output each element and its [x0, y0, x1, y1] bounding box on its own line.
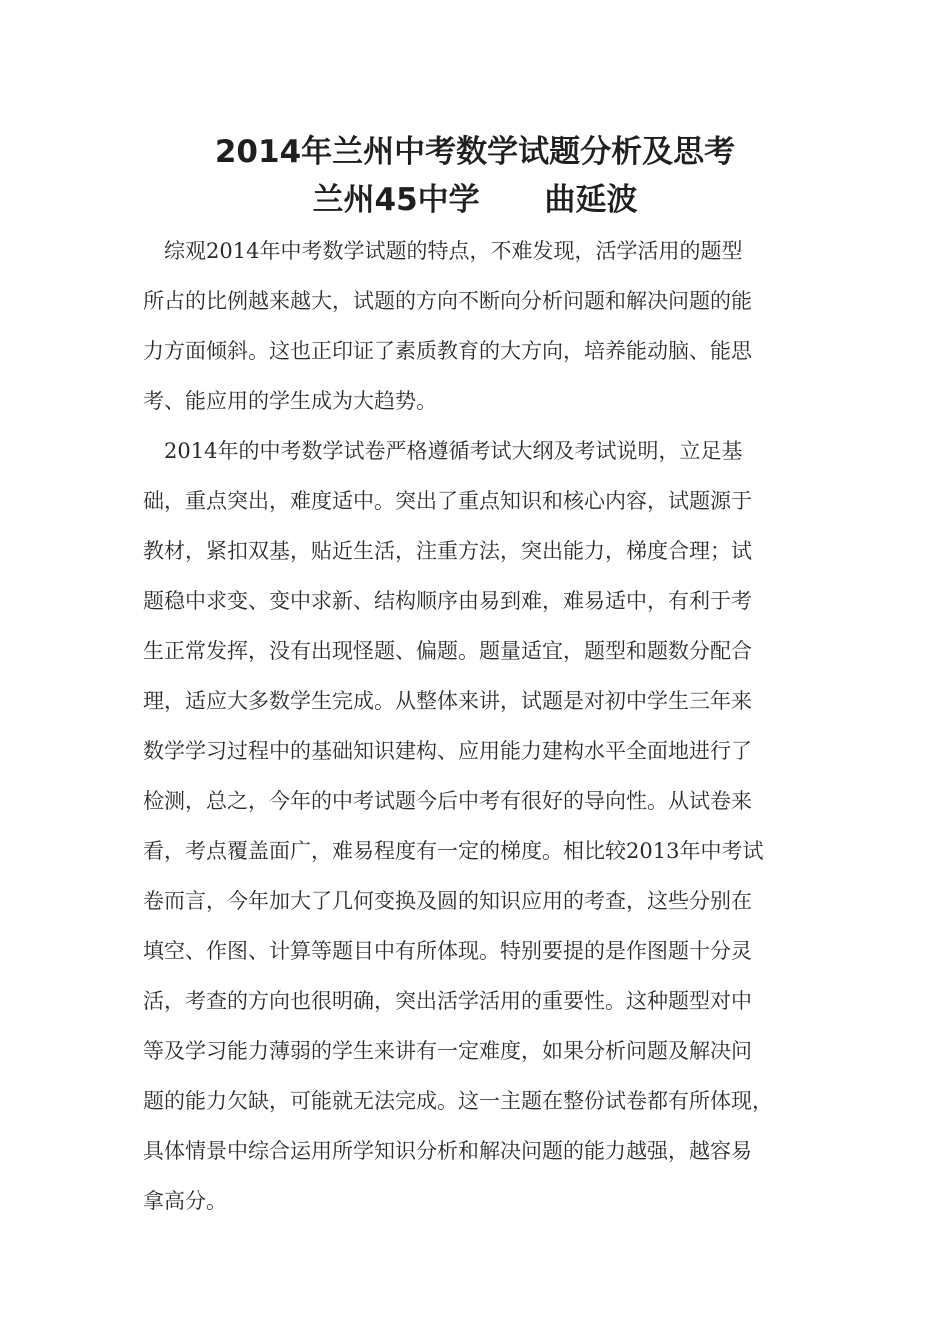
paragraph-line: 考、能应用的学生成为大趋势。: [143, 389, 437, 413]
paragraph-line: 题稳中求变、变中求新、结构顺序由易到难，难易适中，有利于考: [143, 589, 752, 613]
paragraph-line: 所占的比例越来越大，试题的方向不断向分析问题和解决问题的能: [143, 289, 752, 313]
paragraph-line: 等及学习能力薄弱的学生来讲有一定难度，如果分析问题及解决问: [143, 1039, 752, 1063]
paragraph-line: 生正常发挥，没有出现怪题、偏题。题量适宜，题型和题数分配合: [143, 639, 752, 663]
paragraph-line: 教材，紧扣双基，贴近生活，注重方法，突出能力，梯度合理；试: [143, 539, 752, 563]
paragraph-line: 数学学习过程中的基础知识建构、应用能力建构水平全面地进行了: [143, 739, 752, 763]
paragraph-line: 题的能力欠缺，可能就无法完成。这一主题在整份试卷都有所体现，: [143, 1089, 773, 1113]
paragraph-line: 础，重点突出，难度适中。突出了重点知识和核心内容，试题源于: [143, 489, 752, 513]
paragraph-line: 理，适应大多数学生完成。从整体来讲，试题是对初中学生三年来: [143, 689, 752, 713]
paragraph-line: 看，考点覆盖面广，难易程度有一定的梯度。相比较2013年中考试: [143, 839, 764, 863]
paragraph-line: 拿高分。: [143, 1189, 227, 1213]
paragraph-line: 填空、作图、计算等题目中有所体现。特别要提的是作图题十分灵: [143, 939, 752, 963]
paragraph-line: 卷而言，今年加大了几何变换及圆的知识应用的考查，这些分别在: [143, 889, 752, 913]
paragraph-line: 具体情景中综合运用所学知识分析和解决问题的能力越强，越容易: [143, 1139, 752, 1163]
paragraph-line: 综观2014年中考数学试题的特点，不难发现，活学活用的题型: [143, 239, 743, 263]
paragraph-2: [143, 426, 843, 1226]
paragraph-line: 力方面倾斜。这也正印证了素质教育的大方向，培养能动脑、能思: [143, 339, 752, 363]
paragraph-1: [143, 226, 843, 426]
paragraph-line: 活，考查的方向也很明确，突出活学活用的重要性。这种题型对中: [143, 989, 752, 1013]
paragraph-line: 检测，总之，今年的中考试题今后中考有很好的导向性。从试卷来: [143, 789, 752, 813]
document-title: 2014年兰州中考数学试题分析及思考: [214, 134, 736, 170]
document-byline: 兰州45中学 曲延波: [312, 182, 638, 218]
paragraph-line: 2014年的中考数学试卷严格遵循考试大纲及考试说明，立足基: [143, 439, 743, 463]
